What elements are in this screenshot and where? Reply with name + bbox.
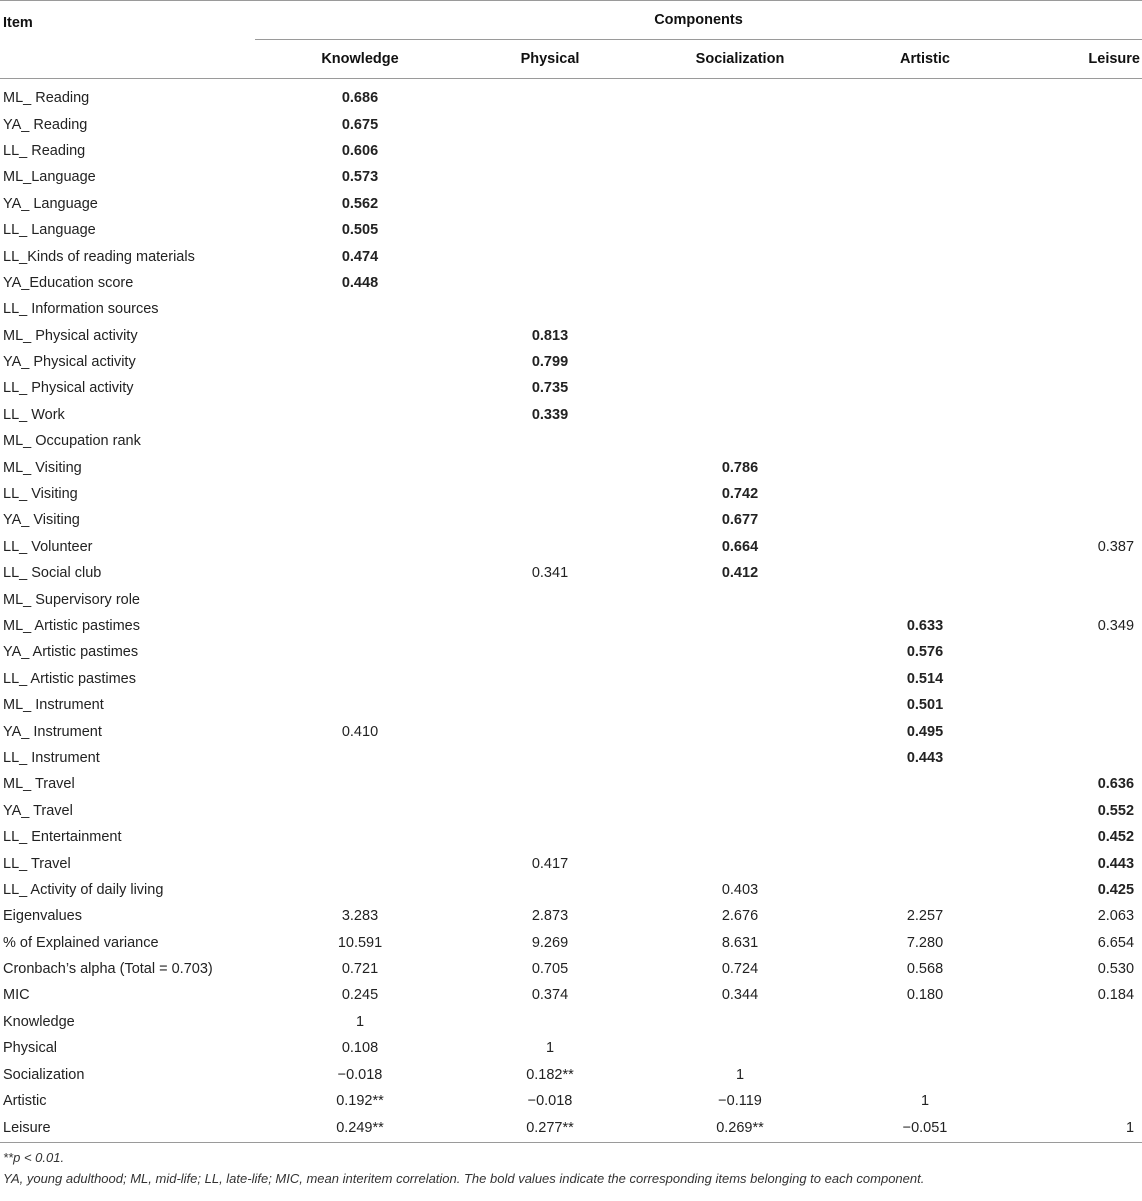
cell-knowledge: 0.675 — [341, 116, 379, 133]
cell-physical — [465, 111, 635, 137]
cell-leisure — [1005, 1061, 1142, 1087]
cell-physical: 2.873 — [531, 908, 569, 925]
cell-knowledge — [255, 824, 465, 850]
cell-physical — [465, 481, 635, 507]
cell-knowledge: 0.686 — [341, 90, 379, 107]
table-row — [0, 534, 1142, 560]
table-row — [0, 560, 1142, 586]
row-label: LL_ Volunteer — [3, 538, 93, 555]
cell-physical — [465, 613, 635, 639]
cell-leisure — [1005, 375, 1142, 401]
cell-leisure — [1005, 507, 1142, 533]
table-row — [0, 454, 1142, 480]
cell-artistic — [845, 164, 1005, 190]
cell-physical: 0.735 — [531, 380, 569, 397]
cell-physical: 1 — [545, 1040, 555, 1057]
cell-knowledge: 1 — [355, 1013, 365, 1030]
row-label: ML_ Artistic pastimes — [3, 618, 140, 634]
cell-socialization — [635, 639, 845, 665]
cell-knowledge: 0.108 — [341, 1040, 379, 1057]
cell-leisure — [1005, 270, 1142, 296]
cell-artistic — [845, 507, 1005, 533]
cell-physical: 0.182** — [526, 1066, 574, 1083]
cell-knowledge: 0.573 — [341, 169, 379, 186]
cell-artistic: 0.633 — [906, 618, 944, 634]
cell-socialization — [635, 613, 845, 639]
cell-knowledge — [255, 850, 465, 876]
cell-knowledge: 0.721 — [341, 961, 379, 978]
cell-leisure — [1005, 243, 1142, 269]
cell-knowledge — [255, 798, 465, 824]
table-row — [0, 903, 1142, 929]
cell-physical — [465, 243, 635, 269]
row-label: Leisure — [0, 1114, 255, 1143]
cell-leisure — [1005, 718, 1142, 744]
cell-knowledge — [255, 613, 465, 639]
table-row — [0, 1061, 1142, 1087]
cell-artistic — [845, 481, 1005, 507]
row-label: LL_ Artistic pastimes — [3, 670, 136, 687]
table-row — [0, 877, 1142, 903]
cell-physical: 0.417 — [531, 855, 569, 872]
cell-artistic — [845, 191, 1005, 217]
row-label: LL_ Physical activity — [3, 380, 134, 397]
cell-socialization — [635, 428, 845, 454]
cell-socialization: 0.742 — [721, 486, 759, 503]
cell-physical — [465, 798, 635, 824]
cell-socialization: 0.664 — [721, 538, 759, 555]
table-row — [0, 481, 1142, 507]
cell-knowledge: 0.410 — [341, 723, 379, 740]
cell-socialization — [635, 824, 845, 850]
cell-leisure — [1005, 402, 1142, 428]
cell-knowledge — [255, 296, 465, 322]
cell-artistic — [845, 1035, 1005, 1061]
row-label: Physical — [3, 1040, 57, 1057]
cell-artistic — [845, 850, 1005, 876]
cell-socialization — [635, 323, 845, 349]
cell-socialization — [635, 1009, 845, 1035]
cell-artistic — [845, 454, 1005, 480]
table-row — [0, 323, 1142, 349]
cell-socialization — [635, 243, 845, 269]
row-label: ML_ Visiting — [3, 459, 82, 476]
significance-note: **p < 0.01. — [3, 1150, 65, 1166]
cell-leisure — [1005, 191, 1142, 217]
cell-leisure — [1005, 164, 1142, 190]
cell-leisure — [1005, 692, 1142, 718]
cell-socialization — [635, 296, 845, 322]
cell-leisure: 0.425 — [1097, 881, 1135, 898]
table-row — [0, 164, 1142, 190]
cell-knowledge: 0.562 — [341, 195, 379, 212]
row-label: LL_ Language — [3, 222, 96, 239]
row-label: YA_ Physical activity — [3, 354, 136, 371]
cell-physical: 9.269 — [531, 934, 569, 951]
cell-knowledge: 0.448 — [341, 274, 379, 291]
cell-physical: −0.018 — [527, 1093, 573, 1110]
cell-socialization — [635, 692, 845, 718]
cell-socialization: 1 — [735, 1066, 745, 1083]
cell-socialization — [635, 270, 845, 296]
cell-knowledge — [255, 586, 465, 612]
cell-socialization — [635, 138, 845, 164]
cell-knowledge — [255, 375, 465, 401]
cell-knowledge — [255, 402, 465, 428]
cell-leisure — [1005, 85, 1142, 111]
cell-leisure — [1005, 1009, 1142, 1035]
row-label: YA_ Visiting — [3, 512, 80, 529]
row-label: ML_ Instrument — [3, 697, 104, 714]
cell-artistic: 7.280 — [906, 934, 944, 951]
cell-artistic — [845, 85, 1005, 111]
cell-physical — [465, 877, 635, 903]
column-header-socialization: Socialization — [695, 51, 785, 67]
cell-artistic — [845, 534, 1005, 560]
row-label: Knowledge — [3, 1013, 75, 1030]
cell-socialization: 0.412 — [721, 565, 759, 582]
row-label: ML_Language — [3, 169, 96, 186]
table-row — [0, 718, 1142, 744]
table-row — [0, 1088, 1142, 1114]
row-label: YA_ Instrument — [3, 723, 102, 740]
cell-socialization — [635, 191, 845, 217]
cell-physical: 0.374 — [531, 987, 569, 1004]
cell-socialization — [635, 349, 845, 375]
cell-artistic — [845, 824, 1005, 850]
cell-leisure — [1005, 428, 1142, 454]
cell-leisure — [1005, 454, 1142, 480]
row-label: LL_ Travel — [3, 855, 71, 872]
cell-leisure — [1005, 217, 1142, 243]
row-label: Artistic — [3, 1093, 47, 1110]
cell-physical: 0.277** — [465, 1114, 635, 1143]
table-row — [0, 428, 1142, 454]
cell-leisure — [1005, 666, 1142, 692]
cell-artistic: 0.576 — [906, 644, 944, 661]
cell-physical — [465, 85, 635, 111]
cell-physical — [465, 138, 635, 164]
cell-leisure — [1005, 111, 1142, 137]
cell-knowledge: 0.474 — [341, 248, 379, 265]
cell-leisure: 0.387 — [1097, 538, 1135, 555]
row-label: YA_ Reading — [3, 116, 88, 133]
cell-leisure — [1005, 639, 1142, 665]
cell-artistic — [845, 402, 1005, 428]
cell-socialization: 0.724 — [721, 961, 759, 978]
cell-leisure — [1005, 481, 1142, 507]
row-label: Socialization — [3, 1066, 85, 1083]
cell-socialization: 0.403 — [721, 881, 759, 898]
column-header-leisure: Leisure — [1088, 51, 1141, 67]
row-label: Eigenvalues — [3, 908, 82, 925]
cell-physical — [465, 217, 635, 243]
table-row — [0, 639, 1142, 665]
cell-artistic — [845, 877, 1005, 903]
cell-knowledge: 0.245 — [341, 987, 379, 1004]
cell-socialization — [635, 111, 845, 137]
cell-socialization: 0.677 — [721, 512, 759, 529]
cell-leisure — [1005, 296, 1142, 322]
cell-leisure — [1005, 1035, 1142, 1061]
row-label: LL_ Social club — [3, 565, 102, 582]
cell-knowledge — [255, 454, 465, 480]
column-header-knowledge: Knowledge — [321, 51, 399, 67]
cell-leisure: 0.184 — [1097, 987, 1135, 1004]
cell-physical: 0.705 — [531, 961, 569, 978]
cell-socialization: 0.786 — [721, 459, 759, 476]
cell-physical — [465, 666, 635, 692]
row-label: LL_ Instrument — [3, 749, 100, 766]
cell-leisure — [1005, 138, 1142, 164]
table-row — [0, 138, 1142, 164]
row-label: ML_ Physical activity — [3, 327, 138, 344]
row-label: YA_ Travel — [3, 802, 73, 819]
cell-knowledge: 0.249** — [255, 1114, 465, 1143]
table-row — [0, 375, 1142, 401]
cell-knowledge: 0.606 — [341, 142, 379, 159]
table-row — [0, 270, 1142, 296]
cell-knowledge — [255, 639, 465, 665]
cell-physical: 0.813 — [531, 327, 569, 344]
cell-socialization — [635, 217, 845, 243]
cell-physical — [465, 771, 635, 797]
cell-artistic — [845, 323, 1005, 349]
cell-leisure: 6.654 — [1097, 934, 1135, 951]
cell-artistic: 0.443 — [906, 749, 944, 766]
table-row — [0, 111, 1142, 137]
cell-artistic — [845, 771, 1005, 797]
cell-artistic — [845, 560, 1005, 586]
cell-physical — [465, 534, 635, 560]
cell-leisure: 0.349 — [1097, 618, 1135, 634]
table-row — [0, 402, 1142, 428]
cell-leisure — [1005, 560, 1142, 586]
table-row — [0, 930, 1142, 956]
cell-artistic: 0.501 — [906, 697, 944, 714]
cell-physical — [465, 296, 635, 322]
cell-socialization — [635, 85, 845, 111]
table-row — [0, 191, 1142, 217]
cell-knowledge — [255, 481, 465, 507]
cell-knowledge: 3.283 — [341, 908, 379, 925]
cell-physical — [465, 507, 635, 533]
cell-physical — [465, 428, 635, 454]
cell-artistic: 1 — [920, 1093, 930, 1110]
cell-physical — [465, 639, 635, 665]
cell-knowledge: −0.018 — [337, 1066, 383, 1083]
cell-knowledge — [255, 692, 465, 718]
row-label: % of Explained variance — [3, 934, 159, 951]
table-row — [0, 613, 1142, 639]
cell-leisure — [1005, 1088, 1142, 1114]
cell-socialization: 8.631 — [721, 934, 759, 951]
cell-knowledge: 0.192** — [336, 1093, 384, 1110]
cell-knowledge — [255, 771, 465, 797]
cell-physical: 0.339 — [531, 406, 569, 423]
table-body — [0, 79, 1142, 1143]
item-column-header: Item — [3, 15, 33, 31]
cell-socialization — [635, 666, 845, 692]
cell-artistic — [845, 217, 1005, 243]
table-row — [0, 798, 1142, 824]
cell-artistic: 0.514 — [906, 670, 944, 687]
cell-artistic — [845, 349, 1005, 375]
cell-artistic — [845, 243, 1005, 269]
column-header-artistic: Artistic — [900, 51, 950, 67]
cell-physical — [465, 745, 635, 771]
cell-leisure — [1005, 745, 1142, 771]
table-row — [0, 1035, 1142, 1061]
row-label: LL_ Work — [3, 406, 65, 423]
table-row — [0, 507, 1142, 533]
table-row — [0, 692, 1142, 718]
cell-artistic — [845, 375, 1005, 401]
cell-socialization — [635, 402, 845, 428]
cell-socialization — [635, 850, 845, 876]
cell-artistic: 0.180 — [906, 987, 944, 1004]
cell-artistic — [845, 1009, 1005, 1035]
cell-knowledge — [255, 560, 465, 586]
cell-physical: 0.799 — [531, 354, 569, 371]
cell-artistic: −0.051 — [845, 1114, 1005, 1143]
table-row — [0, 85, 1142, 111]
cell-artistic — [845, 296, 1005, 322]
row-label: YA_ Artistic pastimes — [3, 644, 139, 661]
cell-artistic — [845, 1061, 1005, 1087]
cell-leisure: 0.636 — [1097, 776, 1135, 793]
cell-leisure — [1005, 586, 1142, 612]
row-label: MIC — [3, 987, 30, 1004]
cell-artistic — [845, 111, 1005, 137]
cell-leisure: 1 — [1005, 1114, 1142, 1143]
cell-leisure: 0.552 — [1097, 802, 1135, 819]
table-row — [0, 824, 1142, 850]
cell-socialization: 2.676 — [721, 908, 759, 925]
row-label: LL_ Entertainment — [3, 829, 122, 846]
cell-physical — [465, 164, 635, 190]
cell-socialization — [635, 745, 845, 771]
abbreviations-note: YA, young adulthood; ML, mid-life; LL, late-life; MIC, mean interitem correlation. The bold values indicate the corresponding items belonging to each component. — [3, 1171, 925, 1187]
cell-knowledge — [255, 323, 465, 349]
row-label: YA_ Language — [3, 195, 98, 212]
table-row — [0, 771, 1142, 797]
cell-leisure: 0.443 — [1097, 855, 1135, 872]
cell-socialization — [635, 771, 845, 797]
cell-knowledge: 0.505 — [341, 222, 379, 239]
cell-physical — [465, 1009, 635, 1035]
cell-knowledge — [255, 534, 465, 560]
cell-physical — [465, 692, 635, 718]
table-row — [0, 666, 1142, 692]
row-label: ML_ Occupation rank — [3, 433, 141, 450]
row-label: ML_ Travel — [3, 776, 75, 793]
row-label: LL_Kinds of reading materials — [3, 248, 195, 265]
table-header — [0, 1, 1142, 79]
cell-leisure — [1005, 349, 1142, 375]
cell-socialization — [635, 164, 845, 190]
cell-knowledge: 10.591 — [337, 934, 383, 951]
cell-artistic — [845, 270, 1005, 296]
table-row — [0, 296, 1142, 322]
cell-socialization — [635, 586, 845, 612]
column-header-physical: Physical — [520, 51, 580, 67]
table-row — [0, 1114, 1142, 1143]
cell-physical — [465, 586, 635, 612]
table-row — [0, 745, 1142, 771]
cell-physical — [465, 191, 635, 217]
cell-physical: 0.341 — [531, 565, 569, 582]
row-label: Cronbach’s alpha (Total = 0.703) — [3, 961, 213, 978]
cell-artistic — [845, 586, 1005, 612]
table-row — [0, 850, 1142, 876]
table-row — [0, 956, 1142, 982]
cell-leisure: 0.530 — [1097, 961, 1135, 978]
cell-knowledge — [255, 877, 465, 903]
cell-physical — [465, 718, 635, 744]
cell-artistic — [845, 798, 1005, 824]
cell-socialization — [635, 718, 845, 744]
cell-knowledge — [255, 349, 465, 375]
table-row — [0, 1009, 1142, 1035]
cell-artistic: 0.495 — [906, 723, 944, 740]
cell-knowledge — [255, 666, 465, 692]
cell-socialization — [635, 375, 845, 401]
cell-knowledge — [255, 428, 465, 454]
cell-socialization — [635, 1035, 845, 1061]
table-row — [0, 982, 1142, 1008]
cell-artistic: 2.257 — [906, 908, 944, 925]
row-label: ML_ Supervisory role — [3, 591, 140, 608]
table-row — [0, 349, 1142, 375]
cell-knowledge — [255, 745, 465, 771]
components-group-header: Components — [255, 1, 1142, 40]
cell-leisure — [1005, 323, 1142, 349]
cell-leisure: 0.452 — [1097, 829, 1135, 846]
cell-socialization: 0.269** — [635, 1114, 845, 1143]
cell-physical — [465, 824, 635, 850]
table-row — [0, 217, 1142, 243]
cell-leisure: 2.063 — [1097, 908, 1135, 925]
cell-socialization: −0.119 — [718, 1093, 762, 1110]
cell-socialization: 0.344 — [721, 987, 759, 1004]
cell-artistic — [845, 428, 1005, 454]
row-label: YA_Education score — [3, 274, 134, 291]
cell-artistic: 0.568 — [906, 961, 944, 978]
cell-socialization — [635, 798, 845, 824]
cell-artistic — [845, 138, 1005, 164]
row-label: LL_ Reading — [3, 142, 86, 159]
cell-physical — [465, 454, 635, 480]
row-label: ML_ Reading — [3, 90, 90, 107]
row-label: LL_ Activity of daily living — [3, 881, 164, 898]
table-row — [0, 243, 1142, 269]
row-label: LL_ Visiting — [3, 486, 78, 503]
cell-physical — [465, 270, 635, 296]
row-label: LL_ Information sources — [3, 301, 159, 318]
cell-knowledge — [255, 507, 465, 533]
table-row — [0, 586, 1142, 612]
